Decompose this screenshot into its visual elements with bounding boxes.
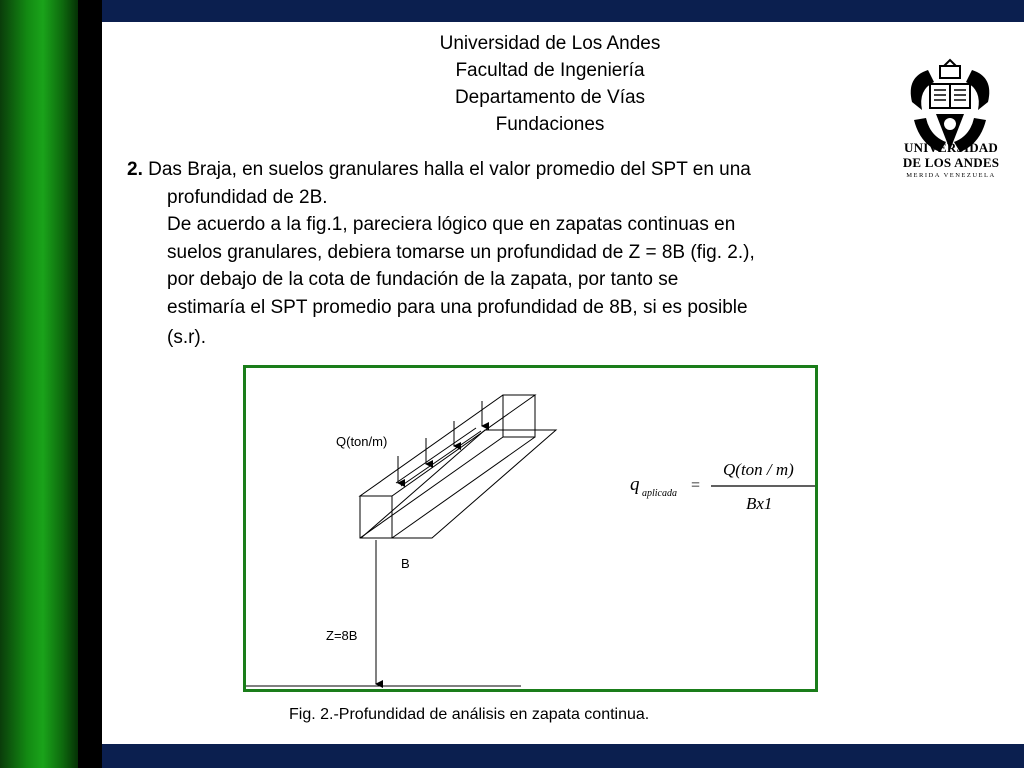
- formula-q: q: [630, 474, 640, 495]
- left-black-bar: [78, 0, 102, 768]
- body-line-3: De acuerdo a la fig.1, pareciera lógico que en zapatas continuas en: [167, 214, 736, 235]
- body-line-7: (s.r).: [167, 327, 207, 348]
- footing-back-face: [503, 395, 535, 437]
- figure-frame: [243, 365, 818, 692]
- footing-bottom-edge-back: [360, 437, 503, 538]
- footing-diagram: [246, 368, 815, 689]
- footing-front-face: [360, 496, 392, 538]
- logo-name-line2: DE LOS ANDES: [902, 155, 1000, 170]
- header-faculty: Facultad de Ingeniería: [455, 60, 645, 81]
- bottom-band: [102, 744, 1024, 768]
- header-university: Universidad de Los Andes: [439, 33, 661, 54]
- formula-numerator: Q(ton / m): [723, 460, 794, 479]
- figure-caption: Fig. 2.-Profundidad de análisis en zapata continua.: [289, 706, 650, 723]
- footing-bottom-edge: [392, 437, 535, 538]
- width-label: B: [401, 556, 410, 571]
- logo-city: MERIDA VENEZUELA: [906, 172, 996, 179]
- header-course: Fundaciones: [495, 114, 605, 135]
- depth-label: Z=8B: [326, 628, 358, 643]
- logo-wordmark: [896, 140, 1006, 182]
- top-band: [102, 0, 1024, 22]
- body-line-2: profundidad de 2B.: [167, 186, 328, 208]
- left-green-bar: [0, 0, 78, 768]
- item-number: 2.: [127, 159, 143, 180]
- slide-header: [330, 30, 770, 138]
- formula-subscript: aplicada: [642, 488, 677, 499]
- logo-name-line1: UNIVERSIDAD: [904, 140, 998, 155]
- header-department: Departamento de Vías: [454, 87, 646, 108]
- formula-equals: =: [691, 477, 701, 494]
- formula-denominator: Bx1: [746, 494, 773, 513]
- body-line-6: estimaría el SPT promedio para una profundidad de 8B, si es posible: [167, 296, 748, 318]
- load-label: Q(ton/m): [336, 434, 388, 449]
- load-line-1: [396, 428, 476, 483]
- body-line-1: [127, 156, 889, 184]
- body-line-4: suelos granulares, debiera tomarse un profundidad de Z = 8B (fig. 2.),: [167, 241, 755, 263]
- body-paragraph: [127, 156, 889, 352]
- body-line-5: por debajo de la cota de fundación de la zapata, por tanto se: [167, 269, 679, 290]
- body-line-1-text: Das Braja, en suelos granulares halla el valor promedio del SPT en una: [148, 159, 751, 180]
